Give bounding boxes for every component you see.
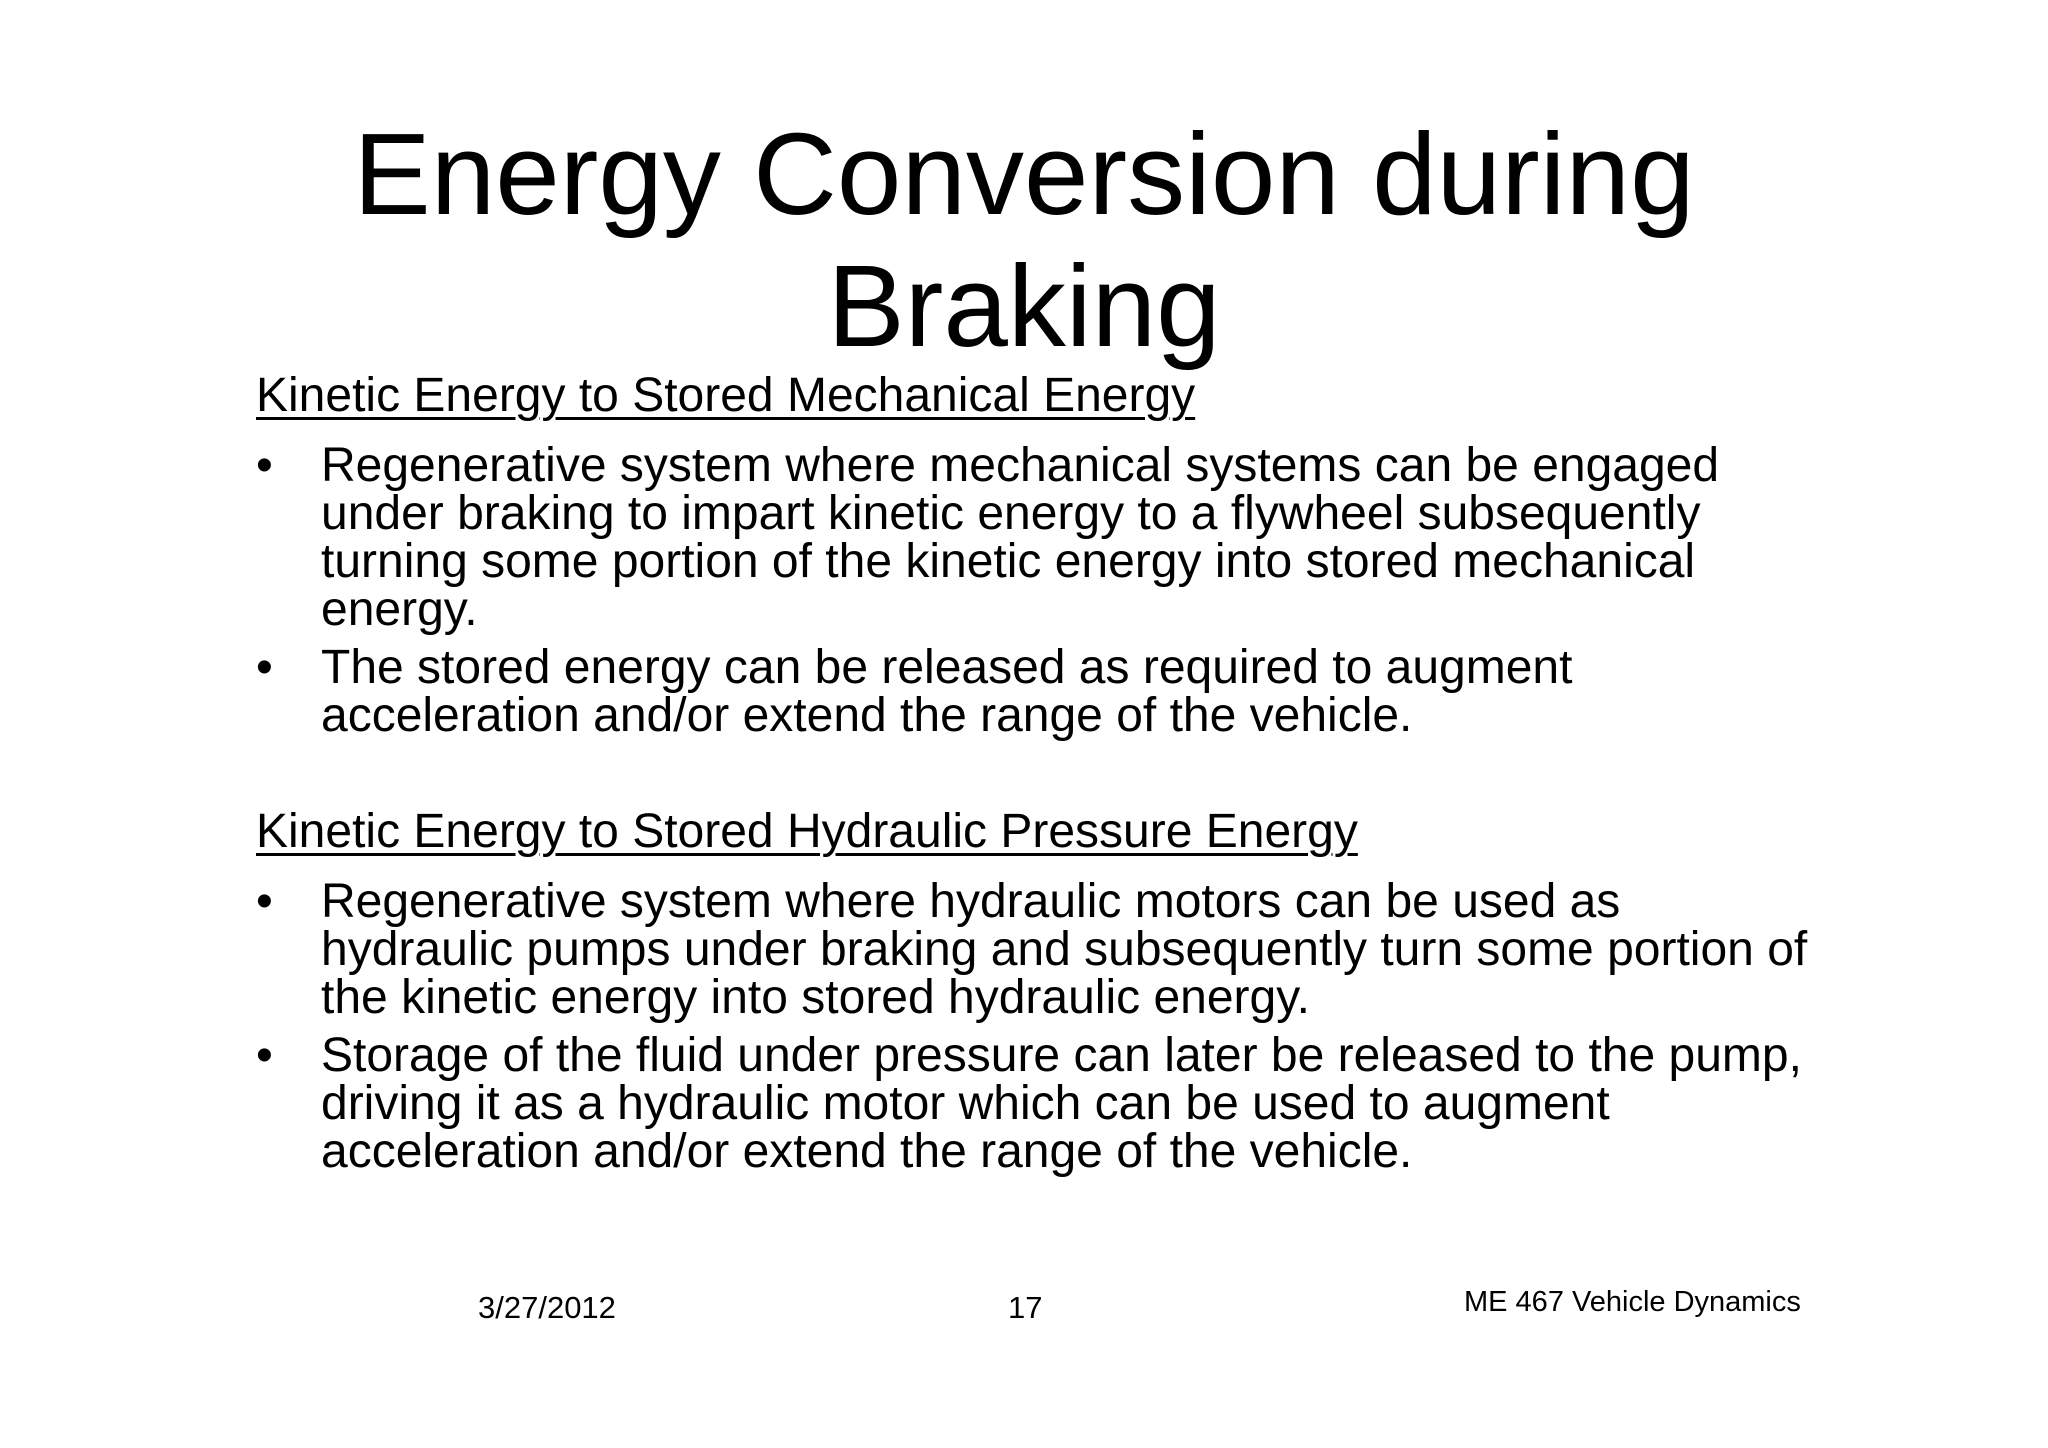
bullet-text: Regenerative system where hydraulic motors can be used as hydraulic pumps under braking and subsequently turn some portion of the kinetic energy into stored hydraulic energy. bbox=[321, 875, 1808, 1024]
bullet-text: Regenerative system where mechanical systems can be engaged under braking to impart kinetic energy to a flywheel subsequently turning some portion of the kinetic energy into stored mechanical energy. bbox=[321, 439, 1720, 636]
section-heading: Kinetic Energy to Stored Hydraulic Pressure Energy bbox=[256, 805, 1358, 858]
section-hydraulic bbox=[256, 805, 1816, 1178]
bullet-text: Storage of the fluid under pressure can later be released to the pump, driving it as a hydraulic motor which can be used to augment acceleration and/or extend the range of the vehicle. bbox=[321, 1029, 1802, 1178]
section-heading: Kinetic Energy to Stored Mechanical Energy bbox=[256, 369, 1196, 422]
bullet-dot: • bbox=[256, 875, 273, 928]
slide-body bbox=[256, 369, 1816, 1178]
bullet-text: The stored energy can be released as required to augment acceleration and/or extend the range of the vehicle. bbox=[321, 641, 1573, 742]
bullet-dot: • bbox=[256, 1029, 273, 1082]
bullet-item bbox=[256, 641, 1816, 742]
slide-title bbox=[0, 108, 2048, 372]
footer-date: 3/27/2012 bbox=[478, 1290, 616, 1325]
bullet-list bbox=[256, 875, 1816, 1178]
bullet-item bbox=[256, 1029, 1816, 1178]
bullet-item bbox=[256, 875, 1816, 1024]
slide-title-line-1: Energy Conversion during bbox=[353, 109, 1695, 239]
section-mechanical bbox=[256, 369, 1816, 742]
bullet-item bbox=[256, 439, 1816, 636]
bullet-dot: • bbox=[256, 439, 273, 492]
footer-course: ME 467 Vehicle Dynamics bbox=[1464, 1286, 1801, 1318]
bullet-dot: • bbox=[256, 641, 273, 694]
bullet-list bbox=[256, 439, 1816, 742]
slide-title-line-2: Braking bbox=[827, 241, 1221, 371]
footer-page-number: 17 bbox=[1008, 1290, 1043, 1325]
